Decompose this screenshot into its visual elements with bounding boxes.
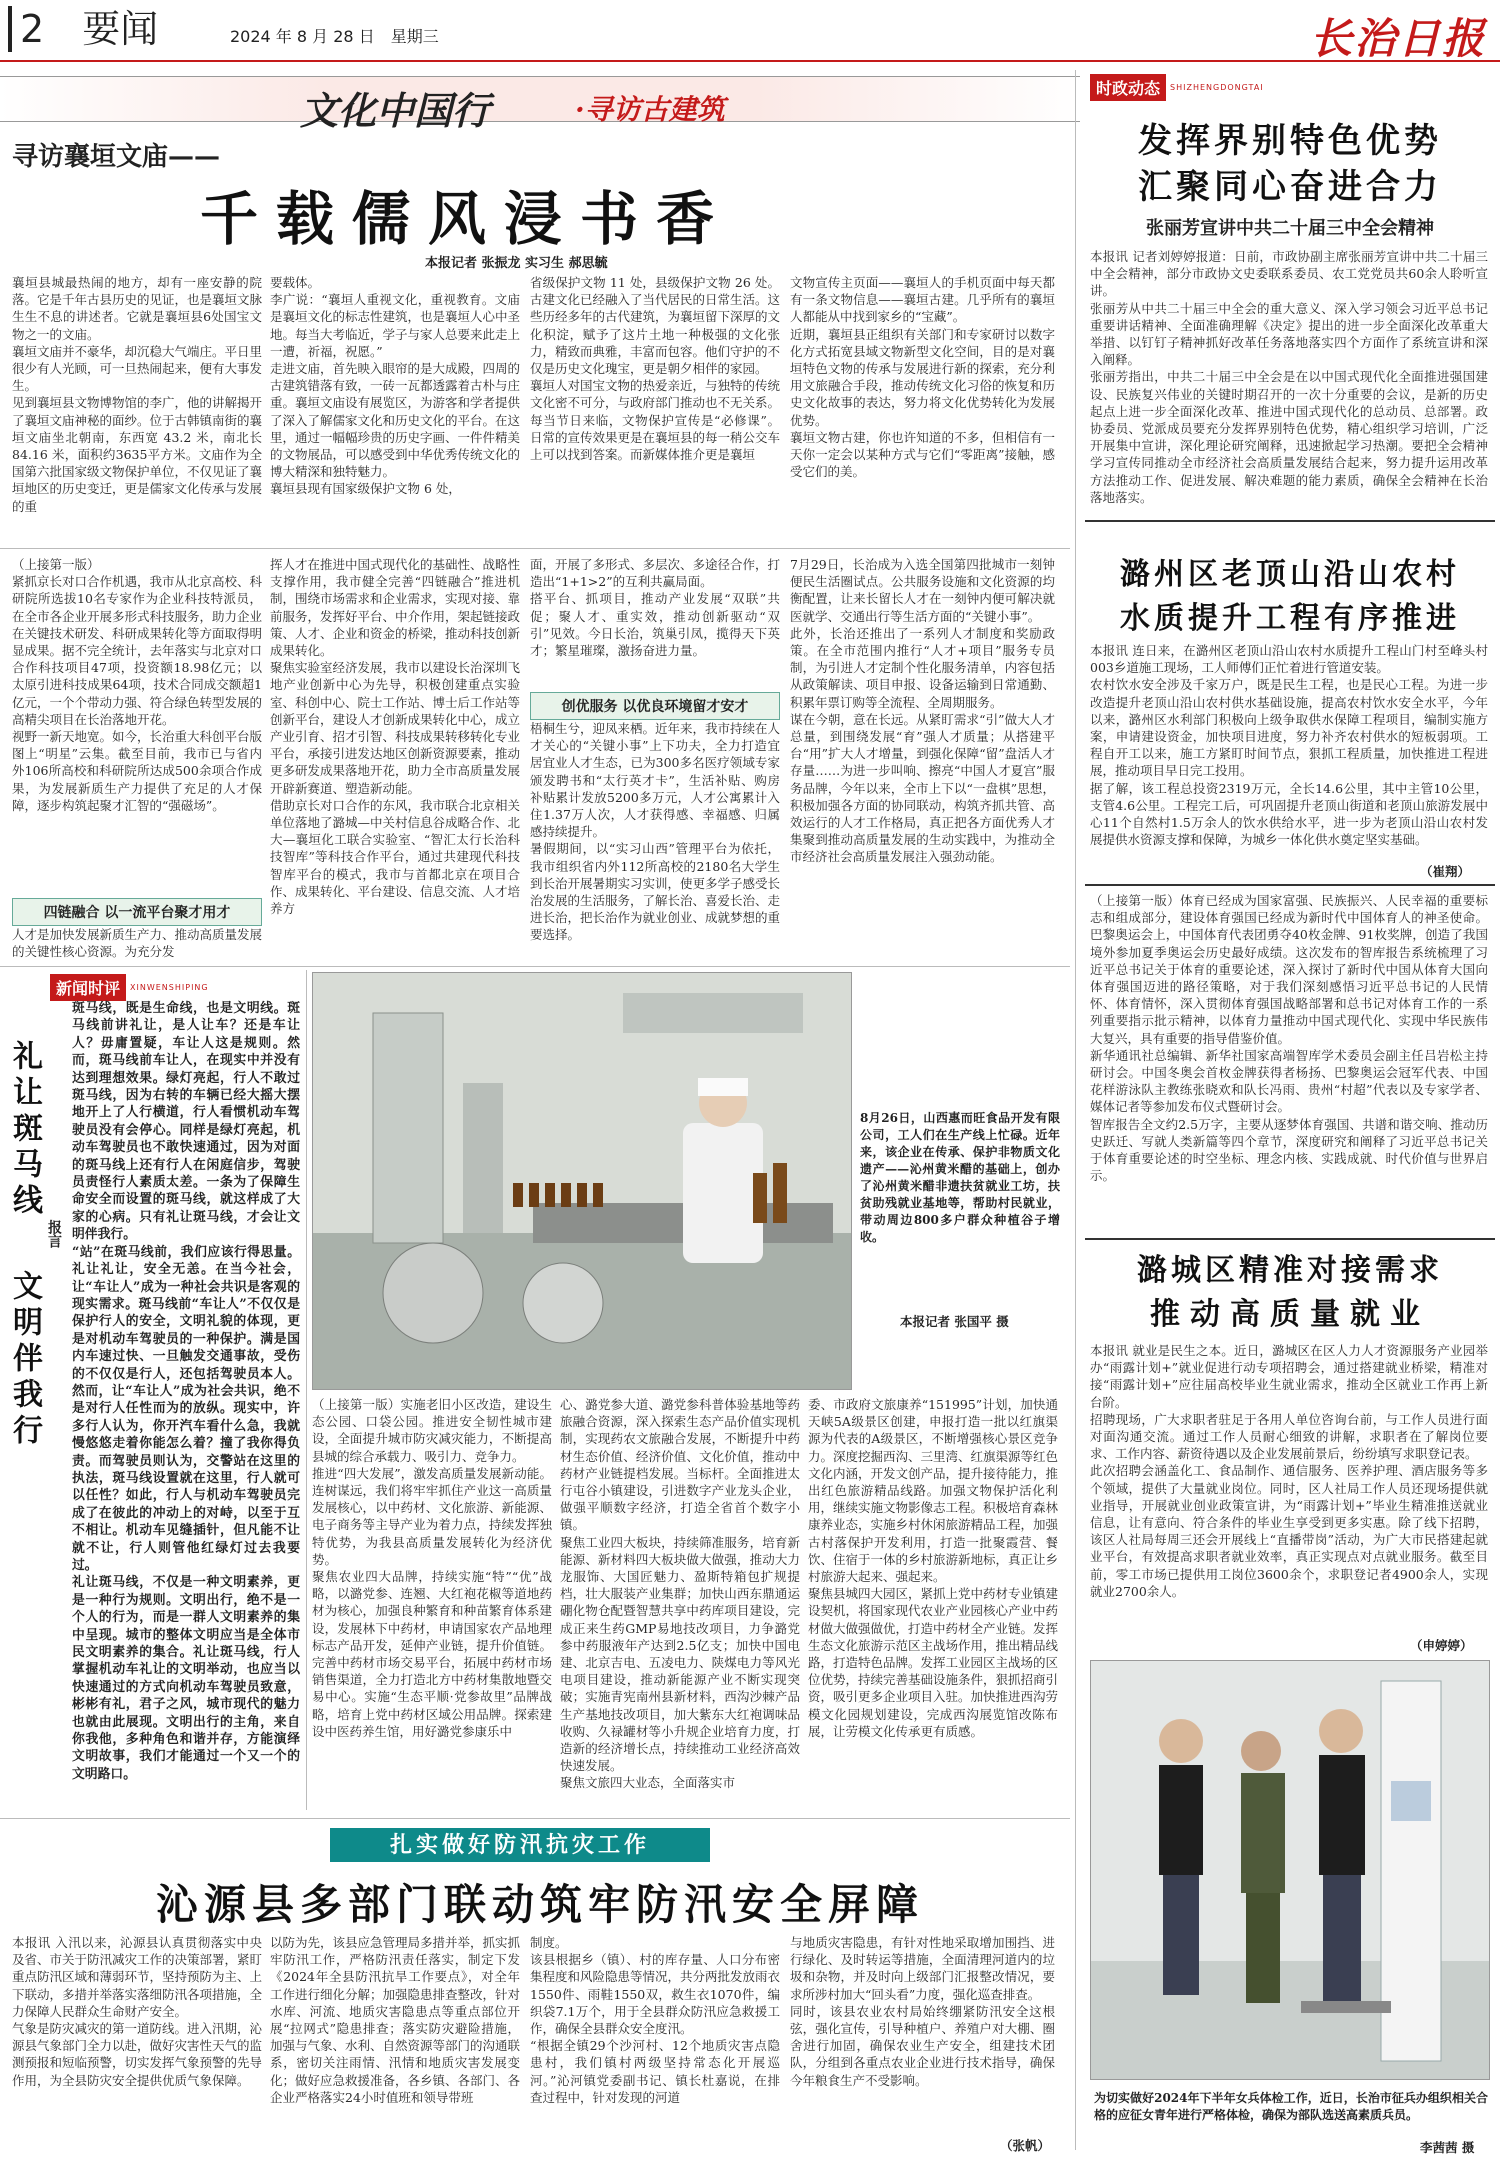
section-divider	[0, 548, 1070, 549]
news1-divider	[1085, 520, 1495, 522]
physical-exam-photo	[1090, 1660, 1490, 2080]
flood-column-4: 与地质灾害隐患，有针对性地采取增加围挡、进行绿化、及时转运等措施，全面清理河道内的垃圾和杂物，并及时向上级部门汇报整改情况，要求所涉村加大“回头看”力度，强化巡查排查。 同时，该县农业农村局始终绷紧防汛安全这根弦，强化宣传，引导种植户、养殖户对大棚、圈舍进行加固，确保农业生产安全，组建技术团队，分组到各重点农业企业进行技术指导，确保今年粮食生产不受影响。	[790, 1935, 1055, 2088]
news2-divider	[1085, 884, 1495, 886]
lead-headline: 千载儒风浸书香	[200, 185, 733, 253]
page-number: 2 要闻	[8, 6, 158, 52]
commentary-body: 斑马线，既是生命线，也是文明线。斑马线前讲礼让，是人让车？还是车让人？毋庸置疑，车让人这是规则。然而，斑马线前车让人，在现实中并没有达到理想效果。绿灯亮起，行人不敢过斑马线，因为右转的车辆已经大摇大摆地开上了人行横道，行人看惯机动车驾驶员没有会停心。同样是绿灯亮起，机动车驾驶员也不敢快速通过，因为对面的斑马线上还有行人在闲庭信步，驾驶员责怪行人素质太差。一条为了保障生命安全而设置的斑马线，就这样成了大家的心病。只有礼让斑马线，才会让文明伴我行。 “站”在斑马线前，我们应该行得思量。礼让礼让，安全无恙。在当今社会，让“车让人”成为一种社会共识是客观的现实需求。斑马线前“车让人”不仅仅是保护行人的安全，文明礼貌的体现，更是对机动车驾驶员的一种保护。满是国内车速过快、一旦触发交通事故，受伤的不仅仅是行人，还包括驾驶员本人。然而，让“车让人”成为社会共识，绝不是对行人任性而为的放纵。现实中，许多行人认为，你开汽车看什么急，我就慢悠悠走着你能怎么着？撞了我你得负责。而驾驶员则认为，交警站在这里的执法，斑马线设置就在这里，行人就可以任性？如此，行人与机动车驾驶员完成了在彼此的冲动上的对峙，以至于互不相让。机动车见缝插针，但凡能不让就不让，行人则管他红绿灯过去我要过。 礼让斑马线，不仅是一种文明素养，更是一种行为规则。文明出行，绝不是一个人的行为，而是一群人文明素养的集中呈现。城市的整体文明应当是全体市民文明素养的集合。礼让斑马线，行人掌握机动车礼让的文明举动，也应当以快速通过的方式向机动车驾驶员致意，彬彬有礼，君子之风，城市现代的魅力也就由此展现。文明出行的主角，来自你我他，多种角色和谐并存，方能演绎文明故事，我们才能通过一个又一个的文明路口。	[72, 1001, 300, 1782]
news1-subhead: 张丽芳宣讲中共二十届三中全会精神	[1146, 218, 1434, 239]
factory-photo	[312, 972, 852, 1390]
continued-marker: （上接第一版）	[12, 557, 100, 572]
column-tag-shizheng	[1090, 74, 1264, 101]
flood-banner: 扎实做好防汛抗灾工作	[330, 1828, 710, 1862]
news2-headline-2: 水质提升工程有序推进	[1120, 601, 1460, 636]
lead-column-4: 文物宣传主页面——襄垣人的手机页面中每天都有一条文物信息——襄垣古建。几乎所有的襄垣人都能从中找到家乡的“宝藏”。 近期，襄垣县正组织有关部门和专家研讨以数字化方式拓宽县域文物新型文化空间，目的是对襄垣特色文物的传承与发展进行新的探索，充分利用文旅融合手段，推动传统文化习俗的恢复和历史文化故事的表达，努力将文化优势转化为发展优势。 襄垣文物古建，你也许知道的不多，但相信有一天你一定会以某种方式与它们“零距离”接触，感受它们的美。	[790, 275, 1055, 480]
newspaper-logo: 长治日报	[1309, 14, 1486, 63]
section-name: 要闻	[82, 7, 159, 51]
column-tag-shiping	[50, 974, 209, 1001]
column-divider	[1075, 70, 1076, 2150]
lead-column-3: 省级保护文物 11 处，县级保护文物 26 处。古建文化已经融入了当代居民的日常生活。这些历经多年的古代建筑，为襄垣留下深厚的文化积淀，赋予了这片土地一种极强的文化张力，精致而典雅，丰富而包容。他们守护的不仅是历史文化瑰宝，更是朝夕相伴的家园。 襄垣人对国宝文物的热爱亲近，与独特的传统文化密不可分，与政府部门推动也不无关系。每当节日来临，文物保护宣传是“必修课”。日常的宣传效果更是在襄垣县的每一稍公交车上可以找到答案。而新媒体推介更是襄垣	[530, 275, 780, 463]
factory-photo-author: 本报记者 张国平 摄	[900, 1314, 1009, 1329]
lead-column-2: 要载体。 李广说：“襄垣人重视文化，重视教育。文庙是襄垣文化的标志性建筑，也是襄垣人心中圣地。每当大考临近，学子与家人总要来此走上一遭，祈福，祝愿。” 走进文庙，首先映入眼帘的是大成殿，四周的古建筑错落有致，一砖一瓦都透露着古朴与庄重。襄垣文庙设有展览区，为游客和学者提供了深入了解儒家文化和历史文化的平台。在这里，通过一幅幅珍贵的历史字画、一件件精美的文物展品，可以感受到中华优秀传统文化的博大精深和独特魅力。 襄垣县现有国家级保护文物 6 处，	[270, 275, 520, 497]
physical-exam-illustration	[1091, 1661, 1490, 2080]
flood-author: （张帆）	[1000, 2138, 1051, 2153]
sports-body: （上接第一版）体育已经成为国家富强、民族振兴、人民幸福的重要标志和组成部分，建设体育强国已经成为新时代中国体育人的神圣使命。巴黎奥运会上，中国体育代表团勇夺40枚金牌、91枚奖牌，创造了我国境外参加夏季奥运会历史最好成绩。这次发布的智库报告系统梳理了习近平总书记关于体育的重要论述，深入探讨了新时代中国从体育大国向体育强国迈进的路径策略，对于我们深刻感悟习近平总书记的人民情怀、体育情怀，深入贯彻体育强国战略部署和总书记对体育工作的一系列重要指示批示精神，以体育力量推动中国式现代化、实现中华民族伟大复兴，具有重要的指导借鉴价值。 新华通讯社总编辑、新华社国家高端智库学术委员会副主任吕岩松主持研讨会。中国冬奥会首枚金牌获得者杨扬、巴黎奥运会冠军代表、中国花样游泳队主教练张晓欢和队长冯雨、贵州“村超”代表以及专家学者、媒体记者等参加发布仪式暨研讨会。 智库报告全文约2.5万字，主要从逐梦体育强国、共谱和谐交响、推动历史跃迁、写就人类新篇等四个章节，深度研究和阐释了习近平总书记关于体育重要论述的时空坐标、理念内核、实践成就、时代价值与世界启示。	[1090, 893, 1488, 1184]
news2-headline-1: 潞州区老顶山沿山农村	[1120, 557, 1460, 592]
flood-top-divider	[0, 1818, 1070, 1819]
masthead-bar	[0, 0, 1500, 62]
commentary-divider	[306, 970, 307, 1810]
tourism-column-2: 心、潞党参大道、潞党参科普体验基地等药旅融合资源，深入探索生态产品价值实现机制，实现药农文旅融合发展，不断提升中药材生态价值、经济价值、文化价值，推动中药材产业链提档发展。当标杆。全面推进太行屯谷小镇建设，引进数字产业龙头企业，做强平顺数字经济，打造全省首个数字小镇。 聚焦工业四大板块，持续筛准服务，培育新能源、新材料四大板块做大做强，推动大力龙服饰、大国匠魅力、盈斯特箱包扩规提档，壮大服装产业集群；加快山西东鼎通运硼化物仓配暨智慧共享中药库项目建设，完成正来生药GMP易地技改项目，力争潞党参中药服液年产达到2.5亿支；加快中国电建、北京吉电、五凌电力、陕煤电力等风光电项目建设，推动新能源产业不断实现突破；实施青宪南州县新材料，西沟沙棘产品生产基地技改项目，加大紫东大红袍调味品收购、久禄罐材等小升规企业培育力度，打造新的经济增长点，持续推动工业经济高效快速发展。 聚焦文旅四大业态，全面落实市	[560, 1397, 800, 1791]
commentary-headline-2: 文明伴我行	[7, 1270, 42, 1450]
science-column-2: 挥人才在推进中国式现代化的基础性、战略性支撑作用，我市健全完善“四链融合”推进机制，围绕市场需求和企业需求，实现对接、靠前服务，发挥好平台、中介作用，架起链接政策、人才、企业和资金的桥梁，推动科技创新成果转化。 聚焦实验室经济发展，我市以建设长治深圳飞地产业创新中心为先导，积极创建重点实验室、科创中心、院士工作站、博士后工作站等创新平台，建设人才创新成果转化中心，成立产业引育、招才引智、科技成果转移转化专业平台，承接引进发达地区创新资源要素，推动更多研发成果落地开花，助力全市高质量发展开辟新赛道、塑造新动能。 借助京长对口合作的东风，我市联合北京相关单位落地了潞城—中关村信息谷成略合作、北大—襄垣化工联合实验室、“智汇太行长治科技智库”等科技合作平台，通过共建现代科技智库平台的模式，我市与首都北京在项目合作、成果转化、平台建设、信息交流、人才培养方	[270, 557, 520, 917]
science-column-3: 面，开展了多形式、多层次、多途径合作，打造出“1+1>2”的互利共赢局面。 搭平台、抓项目，推动产业发展“双联”共促；聚人才、重实效，推动创新驱动“双引”见效。今日长治，筑巢引凤，揽得天下英才；繁星璀璨，激扬奋进力量。	[530, 557, 780, 659]
news1-body: 本报讯 记者刘婷婷报道：日前，市政协副主席张丽芳宣讲中共二十届三中全会精神，部分市政协文史委联系委员、农工党党员共60余人聆听宣讲。 张丽芳从中共二十届三中全会的重大意义、深入学习领会习近平总书记重要讲话精神、全面准确理解《决定》提出的进一步全面深化改革重大举措、以钉钉子精神抓好改革任务落地落实四个方面作了系统宣讲和深入阐释。 张丽芳指出，中共二十届三中全会是在以中国式现代化全面推进强国建设、民族复兴伟业的关键时期召开的一次十分重要的会议，是新的历史起点上进一步全面深化改革、推进中国式现代化的总动员、总部署。政协委员、党派成员要充分发挥界别特色优势，精心组织学习培训，广泛开展集中宣讲，深化理论研究阐释，迅速掀起学习热潮。要把全会精神学习宣传同推动全市经济社会高质量发展结合起来，努力提升运用改革方法推动工作、促进发展、解决难题的能力素质，确保全会精神在长治落地落实。	[1090, 249, 1488, 505]
commentary-tag-label: 新闻时评	[50, 974, 126, 1001]
factory-photo-illustration	[313, 973, 852, 1390]
science-column-1-tail: 人才是加快发展新质生产力、推动高质量发展的关键性核心资源。为充分发	[12, 927, 262, 960]
series-banner	[0, 76, 1080, 122]
middle-divider	[0, 966, 1070, 967]
news3-headline-1: 潞城区精准对接需求	[1137, 1253, 1443, 1288]
column-tag-en: SHIZHENGDONGTAI	[1170, 83, 1264, 92]
news1-headline-2: 汇聚同心奋进合力	[1138, 167, 1442, 207]
flood-column-3: 制度。 该县根据乡（镇）、村的库存量、人口分布密集程度和风险隐患等情况，共分两批发放雨衣1550件、雨鞋1550双，救生衣1070件，编织袋7.1万个，用于全县群众防汛应急救援工作，确保全县群众安全度汛。 “根据全镇29个沙河村、12个地质灾害点隐患村，我们镇村两级坚持常态化开展巡河。”沁河镇党委副书记、镇长杜嘉说，在排查过程中，针对发现的河道	[530, 1935, 780, 2105]
flood-headline: 沁源县多部门联动筑牢防汛安全屏障	[155, 1880, 924, 1929]
flood-column-1: 本报讯 入汛以来，沁源县认真贯彻落实中央及省、市关于防汛减灾工作的决策部署，紧盯重点防汛区域和薄弱环节，坚持预防为主、上下联动，多措并举落实落细防汛各项措施，全力保障人民群众生命财产安全。 气象是防灾减灾的第一道防线。进入汛期，沁源县气象部门全力以赴，做好灾害性天气的监测预报和短临预警，切实发挥气象预警的先导作用，为全县防灾安全提供优质气象保障。	[12, 1935, 262, 2088]
flood-column-2: 以防为先，该县应急管理局多措并举，抓实抓牢防汛工作，严格防汛责任落实，制定下发《2024年全县防汛抗旱工作要点》，对全年工作进行细化分解；加强隐患排查整改，针对水库、河流、地质灾害隐患点等重点部位开展“拉网式”隐患排查；落实防灾避险措施，加强与气象、水利、自然资源等部门的沟通联系，密切关注雨情、汛情和地质灾害发展变化；做好应急救援准备，各乡镇、各部门、各企业严格落实24小时值班和领导带班	[270, 1935, 520, 2105]
news3-headline-2: 推动高质量就业	[1150, 1297, 1430, 1332]
news3-author: （申婷婷）	[1410, 1638, 1473, 1653]
tourism-column-3: 委、市政府文旅康养“151995”计划，加快通天峡5A级景区创建，申报打造一批以红旗渠源为代表的A级景区，不断增强核心景区竞争力。深度挖掘西沟、三里湾、红旗渠源等红色文化内涵，开发文创产品，提升接待能力，推出红色旅游精品线路。加强文物保护活化利用，继续实施文物影像志工程。积极培育森林康养业态，实施乡村休闲旅游精品工程，加强古村落保护开发利用，打造一批聚霞营、餐饮、住宿于一体的乡村旅游新地标，真正让乡村旅游大起来、强起来。 聚焦县城四大园区，紧抓上党中药材专业镇建设契机，将国家现代农业产业园核心产业中药材做大做强做优，打造中药材全产业链。发挥生态文化旅游示范区主战场作用，推出精品线路，打造特色品牌。发挥工业园区主战场的区位优势，持续完善基础设施条件，狠抓招商引资，吸引更多企业项目入驻。加快推进西沟劳模文化园规划建设，完成西沟展览馆改陈布展，让劳模文化传承更有质感。	[808, 1397, 1058, 1739]
issue-date: 2024 年 8 月 28 日 星期三	[230, 27, 439, 46]
physical-exam-author: 李茜茜 摄	[1420, 2140, 1475, 2155]
factory-photo-caption: 8月26日，山西惠而旺食品开发有限公司，工人们在生产线上忙碌。近年来，该企业在传承、保护非物质文化遗产——沁州黄米醋的基础上，创办了沁州黄米醋非遗扶贫就业工坊，扶贫助残就业基地等，帮助村民就业，带动周边800多户群众种植谷子增收。	[860, 1111, 1060, 1244]
series-subtitle: ·寻访古建筑	[575, 93, 725, 126]
science-column-3-tail: 梧桐生兮，迎凤来栖。近年来，我市持续在人才关心的“关键小事”上下功夫，全力打造宜居宜业人才生态，已为300多名医疗领域专家颁发聘书和“太行英才卡”，生活补贴、购房补贴累计发放5200多万元，人才公寓累计入住1.37万人次，人才获得感、幸福感、归属感持续提升。 暑假期间，以“实习山西”管理平台为依托，我市组织省内外112所高校的2180名大学生到长治开展暑期实习实训，使更多学子感受长治发展的生活服务，了解长治、喜爱长治、走进长治，把长治作为就业创业、成就梦想的重要选择。	[530, 721, 780, 943]
commentary-author: 报言	[46, 1220, 62, 1248]
commentary-headline-1: 礼让斑马线	[7, 1040, 42, 1220]
news3-body: 本报讯 就业是民生之本。近日，潞城区在区人力人才资源服务产业园举办“雨露计划+”就业促进行动专项招聘会，通过搭建就业桥梁，精准对接“雨露计划+”应往届高校毕业生就业需求，推动全区就业工作再上新台阶。 招聘现场，广大求职者驻足于各用人单位咨询台前，与工作人员进行面对面沟通交流。通过工作人员耐心细致的讲解，求职者在了解岗位要求、工作内容、薪资待遇以及企业发展前景后，纷纷填写求职登记表。 此次招聘会涵盖化工、食品制作、通信服务、医养护理、酒店服务等多个领域，提供了大量就业岗位。同时，区人社局工作人员还现场提供就业指导，开展就业创业政策宣讲，为“雨露计划+”毕业生精准推送就业信息，让有意向、符合条件的毕业生享受到更多实惠。除了线下招聘，该区人社局每周三还会开展线上“直播带岗”活动，为广大市民搭建起就业平台，有效提高求职者就业效率，真正实现点对点就业服务。截至目前，零工市场已提供用工岗位3600余个，求职登记者4900余人，实现就业2700余人。	[1090, 1343, 1488, 1599]
tourism-column-1: （上接第一版）实施老旧小区改造，建设生态公园、口袋公园。推进安全韧性城市建设，全面提升城市防灾减灾能力，不断提高县城的综合承载力、吸引力、竞争力。 推进“四大发展”，激发高质量发展新动能。连树谋远，我们将牢牢抓住产业这一高质量发展核心，以中药材、文化旅游、新能源、电子商务等主导产业为着力点，持续发挥独特优势，为我县高质量发展转化为经济优势。 聚焦农业四大品牌，持续实施“特”“优”战略，以潞党参、连翘、大红袍花椒等道地药材为核心，加强良种繁育和种苗繁育体系建设，发展林下中药材，申请国家农产品地理标志产品开发，延伸产业链，提升价值链。完善中药材市场交易平台，拓展中药材市场销售渠道，全力打造北方中药材集散地暨交易中心。实施“生态平顺·党参故里”品牌战略，培育上党中药材区域公用品牌。探索建设中医药养生馆，用好潞党参康乐中	[312, 1397, 552, 1739]
lead-byline: 本报记者 张振龙 实习生 郝思毓	[425, 256, 608, 271]
physical-exam-caption: 为切实做好2024年下半年女兵体检工作，近日，长治市征兵办组织相关合格的应征女青年进行严格体检，确保为部队选送高素质兵员。	[1094, 2091, 1488, 2122]
lead-column-1: 襄垣县城最热闹的地方，却有一座安静的院落。它是千年古县历史的见证，也是襄垣文脉生生不息的讲述者。它就是襄垣县6处国宝文物之一的文庙。 襄垣文庙并不豪华，却沉稳大气端庄。平日里很少有人光顾，可一旦热闹起来，便有大事发生。 见到襄垣县文物博物馆的李广，他的讲解揭开了襄垣文庙神秘的面纱。位于古韩镇南街的襄垣文庙坐北朝南，东西宽 43.2 米，南北长 84.16 米，面积约3635平方米。文庙作为全国第六批国家级文物保护单位，不仅见证了襄垣地区的历史变迁，更是儒家文化传承与发展的重	[12, 275, 262, 514]
column-tag-label: 时政动态	[1090, 74, 1166, 101]
news2-author: （崔翔）	[1420, 864, 1471, 879]
news2-body: 本报讯 连日来，在潞州区老顶山沿山农村水质提升工程山门村至峰头村003乡道施工现场，工人师傅们正忙着进行管道安装。 农村饮水安全涉及千家万户，既是民生工程，也是民心工程。为进一步改造提升老顶山沿山农村供水基础设施，提高农村饮水安全水平，今年以来，潞州区水利部门积极向上级争取供水保障工程项目，编制实施方案，申请建设资金，加快项目进度，努力补齐农村供水的短板弱项。工程自开工以来，施工方紧盯时间节点，狠抓工程质量，加快推进工程进展，推动项目早日完工投用。 据了解，该工程总投资2319万元，全长14.6公里，其中主管10公里，支管4.6公里。工程完工后，可巩固提升老顶山街道和老顶山旅游发展中心11个自然村1.5万余人的饮水供给水平，进一步为老顶山沿山农村发展提供水资源支撑和保障，为城乡一体化供水奠定坚实基础。	[1090, 643, 1488, 848]
news3-top-divider	[1085, 1238, 1495, 1240]
science-column-1-text: 紧抓京长对口合作机遇，我市从北京高校、科研院所选拔10名专家作为企业科技特派员，在全市各企业开展多形式科技服务，助力企业在关键技术研发、科研成果转化等方面取得明显成果。据不完全统计，去年落实与北京对口合作科技项目47项，投资额18.98亿元；以太原引进科技成果64项，技术合同成交额超1亿元，一个个带动力强、符合绿色转型发展的高精尖项目在长治落地开花。 视野一新天地宽。如今，长治重大科创平台版图上“明星”云集。截至目前，我市已与省内外106所高校和科研院所达成500余项合作成果，为发展新质生产力提供了充足的人才保障，逐步构筑起聚才汇智的“强磁场”。	[12, 574, 262, 813]
lead-kicker: 寻访襄垣文庙——	[12, 142, 221, 172]
series-title: 文化中国行	[300, 88, 491, 133]
commentary-tag-en: XINWENSHIPING	[130, 983, 209, 992]
science-column-4: 7月29日，长治成为入选全国第四批城市一刻钟便民生活圈试点。公共服务设施和文化资源的均衡配置，让来长留长人才在一刻钟内便可解决就医就学、交通出行等生活方面的“关键小事”。 此外，长治还推出了一系列人才制度和奖励政策。在全市范围内推行“人才+项目”服务专员制，为引进人才定制个性化服务清单，内容包括从政策解读、项目申报、设备运输到日常通勤、积累年票订购等全流程、全周期服务。 谋在今朝，意在长远。从紧盯需求“引”做大人才总量，到围绕发展“育”强人才质量；从搭建平台“用”扩大人才增量，到强化保障“留”盘活人才存量……为进一步叫响、擦亮“中国人才夏宫”服务品牌，今年以来，全市上下以“一盘棋”思想，积极加强各方面的协同联动，构筑齐抓共管、高效运行的人才工作格局，真正把各方面优秀人才集聚到推动高质量发展的生动实践中，为推动全市经济社会高质量发展注入强劲动能。	[790, 557, 1055, 865]
science-column-1	[12, 556, 262, 892]
science-subhead-1: 四链融合 以一流平台聚才用才	[12, 898, 262, 926]
news1-headline-1: 发挥界别特色优势	[1138, 121, 1442, 161]
science-subhead-2: 创优服务 以优良环境留才安才	[530, 692, 780, 720]
